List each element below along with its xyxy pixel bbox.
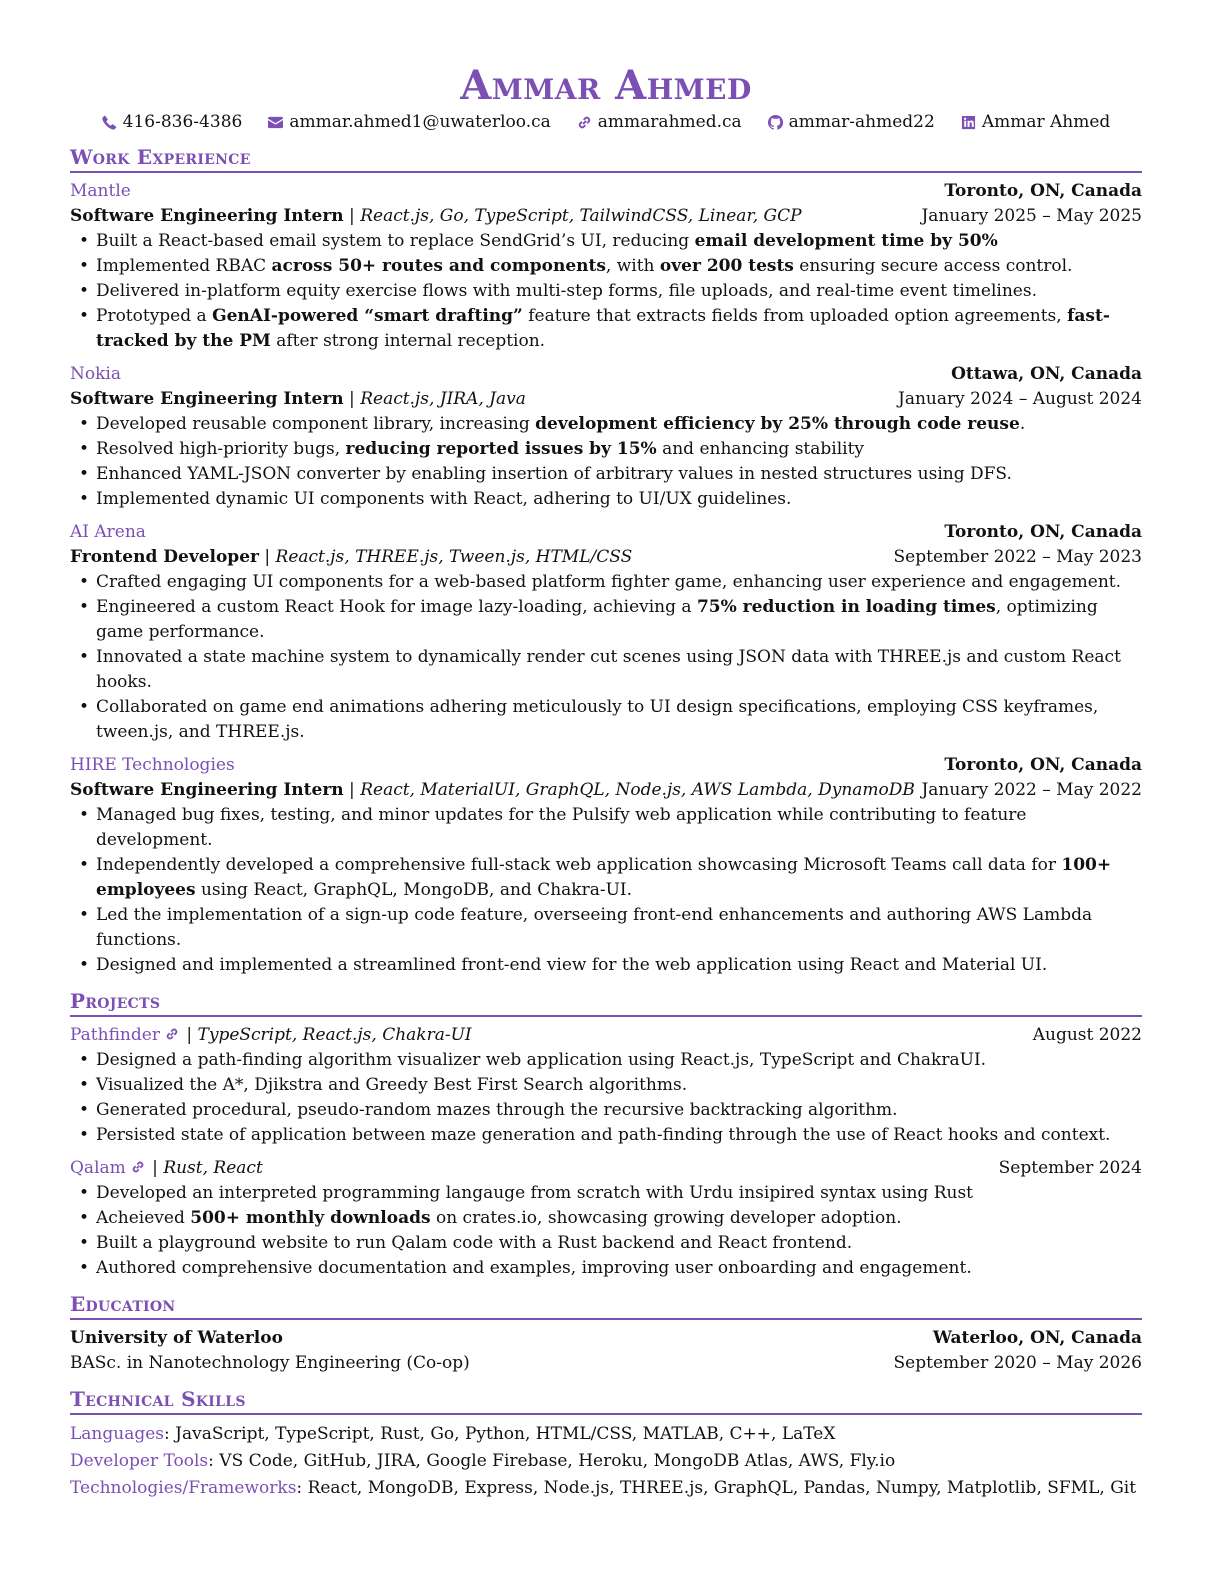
project-title-line (70, 1156, 263, 1181)
skill-row-technologies (70, 1475, 1142, 1502)
company-name: Nokia (70, 364, 121, 384)
bullet-text: Prototyped a (96, 306, 213, 326)
job-dates: January 2022 – May 2022 (921, 780, 1142, 800)
bullet-item (70, 645, 1142, 695)
section-title-skills: Technical Skills (70, 1386, 1142, 1415)
degree: BASc. in Nanotechnology Engineering (Co-op) (70, 1353, 470, 1373)
bullet-item (70, 1206, 1142, 1231)
project-tech: Rust, React (163, 1158, 263, 1178)
skill-value: VS Code, GitHub, JIRA, Google Firebase, Heroku, MongoDB Atlas, AWS, Fly.io (219, 1451, 896, 1471)
company-name: Mantle (70, 181, 131, 201)
bullet-item (70, 1123, 1142, 1148)
bullet-list (70, 570, 1142, 745)
resume-content (70, 62, 1142, 1512)
bullet-item (70, 437, 1142, 462)
skill-value: React, MongoDB, Express, Node.js, THREE.js, GraphQL, Pandas, Numpy, Matplotlib, SFML, Git (307, 1478, 1137, 1498)
bullet-highlight: fast-tracked by the PM (96, 306, 1110, 351)
bullet-text: Developed an interpreted programming langauge from scratch with Urdu insipired syntax using Rust (96, 1183, 974, 1203)
bullet-text: Designed a path-finding algorithm visualizer web application using React.js, TypeScript and ChakraUI. (96, 1050, 987, 1070)
work-experience-section (70, 144, 1142, 978)
bullet-item (70, 229, 1142, 254)
entry-subheader-row (70, 545, 1142, 570)
bullet-text: and enhancing stability (656, 439, 865, 459)
bullet-text: on crates.io, showcasing growing developer adoption. (430, 1208, 902, 1228)
bullet-highlight: 500+ monthly downloads (190, 1208, 431, 1228)
bullet-text: , optimizing game performance. (96, 597, 1098, 642)
bullet-item (70, 695, 1142, 745)
bullet-highlight: GenAI-powered “smart drafting” (212, 306, 523, 326)
contact-phone-text: 416-836-4386 (122, 112, 243, 132)
contact-website-text: ammarahmed.ca (597, 112, 742, 132)
bullet-highlight: email development time by 50% (694, 231, 998, 251)
role-line (70, 387, 526, 412)
projects-section (70, 988, 1142, 1281)
separator: | (343, 780, 361, 800)
bullet-text: Designed and implemented a streamlined front-end view for the web application using React and Material UI. (96, 955, 1048, 975)
bullet-list (70, 412, 1142, 512)
bullet-item (70, 487, 1142, 512)
envelope-icon (268, 115, 283, 130)
job-tech: React, MaterialUI, GraphQL, Node.js, AWS Lambda, DynamoDB (360, 780, 915, 800)
entry-header-row (70, 520, 1142, 545)
bullet-item (70, 903, 1142, 953)
bullet-item (70, 595, 1142, 645)
bullet-text: ensuring secure access control. (793, 256, 1073, 276)
skill-label: Developer Tools (70, 1451, 209, 1471)
bullet-text: Collaborated on game end animations adhering meticulously to UI design specifications, employing CSS keyframes, tween.js, and THREE.js. (96, 697, 1099, 742)
link-icon[interactable] (129, 1157, 147, 1171)
job-dates: January 2025 – May 2025 (921, 206, 1142, 226)
job-location: Toronto, ON, Canada (944, 522, 1142, 542)
education-entry (70, 1326, 1142, 1376)
job-role: Software Engineering Intern (70, 780, 344, 800)
bullet-item (70, 1231, 1142, 1256)
project-entry (70, 1156, 1142, 1281)
bullet-list (70, 229, 1142, 354)
project-tech: TypeScript, React.js, Chakra-UI (197, 1025, 472, 1045)
contact-bar (70, 110, 1142, 134)
skill-row-languages (70, 1421, 1142, 1448)
bullet-highlight: 75% reduction in loading times (696, 597, 996, 617)
separator: | (343, 206, 361, 226)
bullet-item (70, 1073, 1142, 1098)
bullet-text: Engineered a custom React Hook for image lazy-loading, achieving a (96, 597, 697, 617)
school-name: University of Waterloo (70, 1328, 283, 1348)
separator: | (180, 1025, 198, 1045)
job-location: Toronto, ON, Canada (944, 755, 1142, 775)
bullet-text: , with (605, 256, 660, 276)
job-dates: September 2022 – May 2023 (893, 547, 1142, 567)
company-name: HIRE Technologies (70, 755, 235, 775)
job-dates: January 2024 – August 2024 (898, 389, 1142, 409)
skill-separator: : (164, 1424, 176, 1444)
contact-website[interactable] (577, 110, 742, 134)
contact-github[interactable] (768, 110, 935, 134)
bullet-list (70, 1048, 1142, 1148)
phone-icon (102, 115, 117, 130)
bullet-highlight: 100+ employees (96, 855, 1112, 900)
bullet-item (70, 1048, 1142, 1073)
work-entry (70, 362, 1142, 512)
skill-separator: : (208, 1451, 220, 1471)
job-tech: React.js, THREE.js, Tween.js, HTML/CSS (275, 547, 633, 567)
education-dates: September 2020 – May 2026 (893, 1353, 1142, 1373)
candidate-name: Ammar Ahmed (460, 62, 752, 109)
github-icon (768, 115, 783, 130)
work-entry (70, 753, 1142, 978)
bullet-text: Managed bug fixes, testing, and minor updates for the Pulsify web application while contributing to feature development. (96, 805, 1027, 850)
bullet-text: Implemented dynamic UI components with React, adhering to UI/UX guidelines. (96, 489, 792, 509)
project-name[interactable]: Pathfinder (70, 1025, 160, 1045)
skill-label: Technologies/Frameworks (70, 1478, 297, 1498)
project-header-row (70, 1156, 1142, 1181)
contact-email-text: ammar.ahmed1@uwaterloo.ca (289, 112, 551, 132)
section-title-education: Education (70, 1291, 1142, 1320)
bullet-text: Authored comprehensive documentation and examples, improving user onboarding and engagement. (96, 1258, 972, 1278)
skill-row-developer-tools (70, 1448, 1142, 1475)
link-icon (577, 115, 592, 130)
project-entry (70, 1023, 1142, 1148)
bullet-text: Built a React-based email system to replace SendGrid’s UI, reducing (96, 231, 695, 251)
job-role: Software Engineering Intern (70, 206, 344, 226)
entry-subheader-row (70, 204, 1142, 229)
contact-github-text: ammar-ahmed22 (788, 112, 935, 132)
contact-linkedin[interactable] (961, 110, 1110, 134)
bullet-item (70, 462, 1142, 487)
bullet-item (70, 279, 1142, 304)
project-title-line (70, 1023, 472, 1048)
skill-separator: : (296, 1478, 308, 1498)
job-location: Ottawa, ON, Canada (951, 364, 1142, 384)
entry-header-row (70, 179, 1142, 204)
school-location: Waterloo, ON, Canada (932, 1328, 1142, 1348)
bullet-text: Visualized the A*, Djikstra and Greedy Best First Search algorithms. (96, 1075, 688, 1095)
bullet-highlight: across 50+ routes and components (271, 256, 606, 276)
contact-linkedin-text: Ammar Ahmed (981, 112, 1111, 132)
bullet-highlight: reducing reported issues by 15% (345, 439, 657, 459)
bullet-text: Led the implementation of a sign-up code feature, overseeing front-end enhancements and authoring AWS Lambda functions. (96, 905, 1093, 950)
bullet-text: Acheieved (96, 1208, 191, 1228)
work-entry (70, 520, 1142, 745)
bullet-item (70, 570, 1142, 595)
separator: | (343, 389, 361, 409)
role-line (70, 204, 802, 229)
bullet-list (70, 803, 1142, 978)
bullet-text: Crafted engaging UI components for a web-based platform fighter game, enhancing user experience and engagement. (96, 572, 1122, 592)
job-location: Toronto, ON, Canada (944, 181, 1142, 201)
bullet-item (70, 1256, 1142, 1281)
role-line (70, 778, 915, 803)
bullet-text: Built a playground website to run Qalam code with a Rust backend and React frontend. (96, 1233, 853, 1253)
project-header-row (70, 1023, 1142, 1048)
entry-header-row (70, 753, 1142, 778)
bullet-item (70, 1098, 1142, 1123)
entry-subheader-row (70, 778, 1142, 803)
separator: | (146, 1158, 164, 1178)
bullet-text: Developed reusable component library, increasing (96, 414, 536, 434)
bullet-text: Persisted state of application between maze generation and path-finding through the use of React hooks and context. (96, 1125, 1111, 1145)
bullet-text: Enhanced YAML-JSON converter by enabling insertion of arbitrary values in nested structures using DFS. (96, 464, 1012, 484)
company-name: AI Arena (70, 522, 146, 542)
project-name[interactable]: Qalam (70, 1158, 126, 1178)
project-dates: August 2022 (1032, 1025, 1142, 1045)
project-dates: September 2024 (998, 1158, 1142, 1178)
bullet-highlight: over 200 tests (659, 256, 794, 276)
section-title-projects: Projects (70, 988, 1142, 1017)
skill-label: Languages (70, 1424, 165, 1444)
bullet-text: Generated procedural, pseudo-random mazes through the recursive backtracking algorithm. (96, 1100, 898, 1120)
bullet-item (70, 304, 1142, 354)
job-role: Software Engineering Intern (70, 389, 344, 409)
bullet-text: Delivered in-platform equity exercise flows with multi-step forms, file uploads, and real-time event timelines. (96, 281, 1037, 301)
bullet-item (70, 254, 1142, 279)
bullet-text: using React, GraphQL, MongoDB, and Chakra-UI. (195, 880, 633, 900)
bullet-text: Independently developed a comprehensive full-stack web application showcasing Microsoft Teams call data for (96, 855, 1062, 875)
job-tech: React.js, Go, TypeScript, TailwindCSS, Linear, GCP (360, 206, 802, 226)
job-tech: React.js, JIRA, Java (360, 389, 526, 409)
bullet-text: . (1019, 414, 1026, 434)
bullet-text: after strong internal reception. (270, 331, 546, 351)
bullet-item (70, 803, 1142, 853)
link-icon[interactable] (163, 1024, 181, 1038)
bullet-text: Innovated a state machine system to dynamically render cut scenes using JSON data with THREE.js and custom React hooks. (96, 647, 1121, 692)
education-subheader-row (70, 1351, 1142, 1376)
bullet-highlight: development efficiency by 25% through code reuse (535, 414, 1020, 434)
bullet-item (70, 412, 1142, 437)
bullet-list (70, 1181, 1142, 1281)
contact-phone[interactable] (102, 110, 243, 134)
skill-value: JavaScript, TypeScript, Rust, Go, Python, HTML/CSS, MATLAB, C++, LaTeX (175, 1424, 836, 1444)
linkedin-icon (961, 115, 976, 130)
education-header-row (70, 1326, 1142, 1351)
bullet-item (70, 953, 1142, 978)
education-section (70, 1291, 1142, 1376)
bullet-text: Resolved high-priority bugs, (96, 439, 346, 459)
bullet-item (70, 853, 1142, 903)
skills-section (70, 1386, 1142, 1502)
section-title-work: Work Experience (70, 144, 1142, 173)
bullet-text: feature that extracts fields from uploaded option agreements, (522, 306, 1068, 326)
bullet-text: Implemented RBAC (96, 256, 272, 276)
separator: | (258, 547, 276, 567)
bullet-item (70, 1181, 1142, 1206)
job-role: Frontend Developer (70, 547, 259, 567)
role-line (70, 545, 632, 570)
contact-email[interactable] (268, 110, 550, 134)
entry-header-row (70, 362, 1142, 387)
work-entry (70, 179, 1142, 354)
entry-subheader-row (70, 387, 1142, 412)
